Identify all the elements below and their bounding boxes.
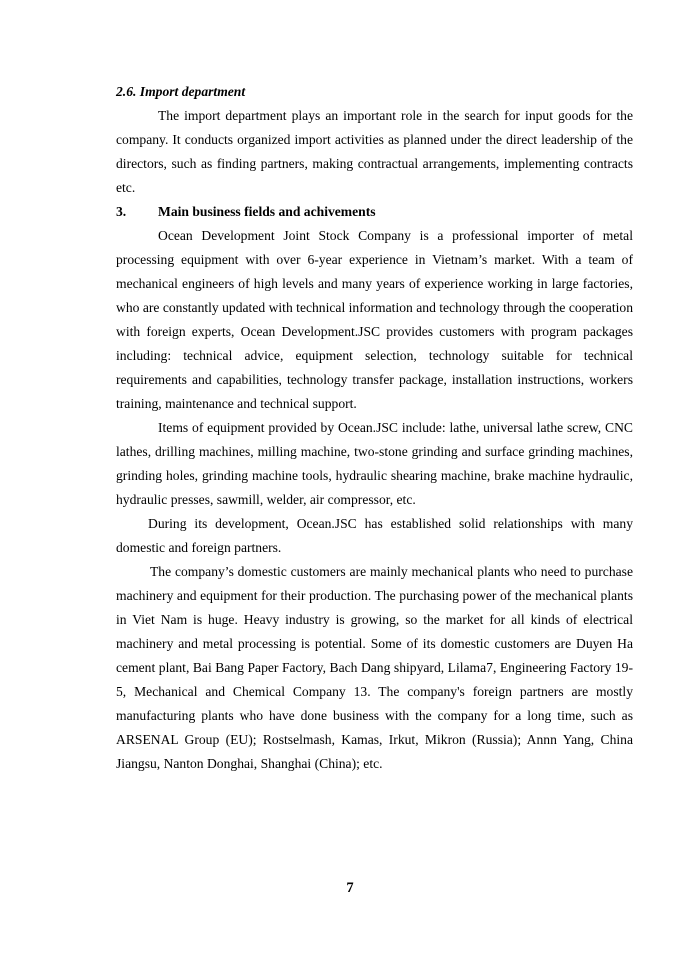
- section-heading-main-business: [116, 200, 633, 224]
- section-heading-import-department: 2.6. Import department: [116, 84, 246, 99]
- paragraph-customers-partners: The company’s domestic customers are mainly mechanical plants who need to purchase machinery and equipment for their production. The purchasing power of the mechanical plants in Viet Nam is huge. Heavy industry is growing, so the market for all kinds of electrical machinery and metal processing is potential. Some of its domestic customers are Duyen Ha cement plant, Bai Bang Paper Factory, Bach Dang shipyard, Lilama7, Engineering Factory 19-5, Mechanical and Chemical Company 13. The company's foreign partners are mostly manufacturing plants who have done business with the company for a long time, such as ARSENAL Group (EU); Rostselmash, Kamas, Irkut, Mikron (Russia); Annn Yang, China Jiangsu, Nanton Donghai, Shanghai (China); etc.: [116, 564, 633, 771]
- section-number: 3.: [116, 204, 127, 219]
- document-page: [116, 80, 633, 776]
- paragraph-company-overview: Ocean Development Joint Stock Company is a professional importer of metal processing equipment with over 6-year experience in Vietnam’s market. With a team of mechanical engineers of high levels and many years of experience working in large factories, who are constantly updated with technical information and technology through the cooperation with foreign experts, Ocean Development.JSC provides customers with program packages including: technical advice, equipment selection, technology suitable for technical requirements and capabilities, technology transfer package, installation instructions, workers training, maintenance and technical support.: [116, 228, 633, 411]
- paragraph-import-department: The import department plays an important role in the search for input goods for the company. It conducts organized import activities as planned under the direct leadership of the directors, such as finding partners, making contractual arrangements, implementing contracts etc.: [116, 108, 633, 195]
- page-number: 7: [346, 880, 354, 896]
- paragraph-development: During its development, Ocean.JSC has established solid relationships with many domestic and foreign partners.: [116, 516, 633, 555]
- section-title: Main business fields and achivements: [158, 204, 376, 219]
- paragraph-equipment-items: Items of equipment provided by Ocean.JSC include: lathe, universal lathe screw, CNC lathes, drilling machines, milling machine, two-stone grinding and surface grinding machines, grinding holes, grinding machine tools, hydraulic shearing machine, brake machine hydraulic, hydraulic presses, sawmill, welder, air compressor, etc.: [116, 420, 633, 507]
